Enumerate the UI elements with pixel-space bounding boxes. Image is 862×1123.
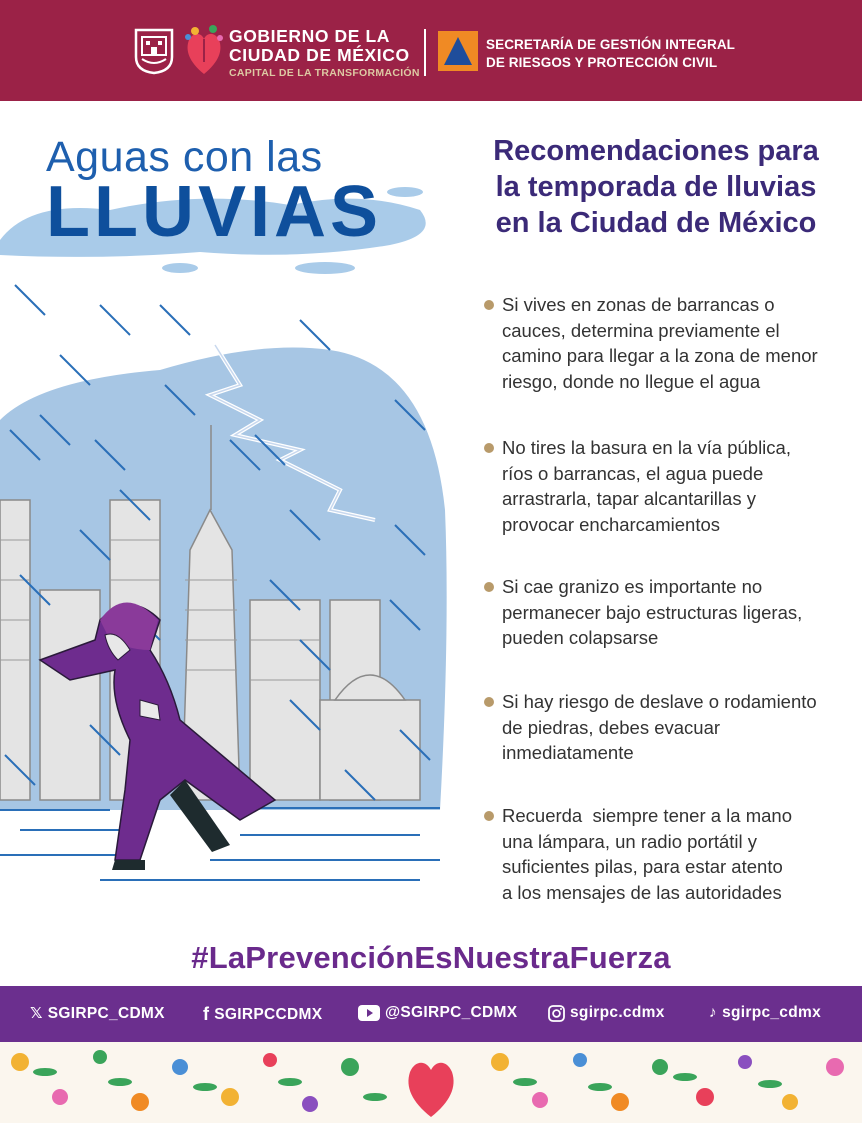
recommendation-line: Recuerda siempre tener a la mano: [502, 805, 792, 826]
gov-title-line1: GOBIERNO DE LA: [229, 26, 391, 46]
tiktok-icon: ♪: [709, 1004, 718, 1021]
recommendations-heading-line2: la temporada de lluvias: [495, 171, 817, 203]
social-tiktok-handle: sgirpc_cdmx: [722, 1004, 821, 1021]
bullet-icon: [484, 300, 494, 310]
social-x-handle: SGIRPC_CDMX: [47, 1004, 165, 1022]
social-youtube-handle: @SGIRPC_CDMX: [385, 1004, 518, 1021]
bullet-icon: [484, 697, 494, 707]
cdmx-coat-of-arms-icon: [133, 27, 175, 75]
recommendation-line: No tires la basura en la vía pública,: [502, 437, 791, 458]
secretaria-line2: DE RIESGOS Y PROTECCIÓN CIVIL: [486, 54, 718, 70]
header-bar: [0, 0, 862, 101]
recommendation-line: Si cae granizo es importante no: [502, 576, 763, 597]
social-bar: [0, 986, 862, 1042]
recommendations-heading-line1: Recomendaciones para: [493, 135, 819, 167]
recommendation-item: [482, 292, 842, 394]
recommendations-heading-line3: en la Ciudad de México: [495, 207, 817, 239]
heart-logo-icon: [183, 22, 225, 80]
secretaria-line1: SECRETARÍA DE GESTIÓN INTEGRAL: [486, 37, 736, 52]
recommendation-item: [482, 689, 842, 766]
social-instagram-handle: sgirpc.cdmx: [570, 1004, 665, 1021]
recommendation-item: [482, 435, 842, 537]
floral-pattern-footer: [0, 1042, 862, 1123]
recommendation-line: permanecer bajo estructuras ligeras,: [502, 601, 803, 623]
recommendations-heading: [470, 133, 842, 241]
social-instagram-link[interactable]: [548, 1004, 665, 1022]
youtube-icon: [358, 1005, 380, 1021]
recommendation-item: [482, 803, 842, 905]
recommendation-line: inmediatamente: [502, 742, 634, 763]
gov-title-line2: CIUDAD DE MÉXICO: [229, 45, 410, 65]
instagram-icon: [548, 1005, 565, 1022]
recommendation-line: Si hay riesgo de deslave o rodamiento: [502, 691, 817, 712]
title-line1: Aguas con las: [46, 133, 323, 181]
storm-city-illustration: [0, 180, 460, 900]
social-facebook-link[interactable]: [203, 1004, 322, 1025]
recommendation-line: riesgo, donde no llegue el agua: [502, 370, 761, 392]
social-youtube-link[interactable]: [358, 1004, 517, 1022]
recommendation-line: ríos o barrancas, el agua puede: [502, 462, 764, 484]
gov-title: [229, 27, 410, 65]
social-facebook-handle: SGIRPCCDMX: [214, 1005, 323, 1023]
x-icon: 𝕏: [30, 1005, 43, 1022]
recommendation-line: de piedras, debes evacuar: [502, 716, 721, 738]
civil-protection-icon: [438, 31, 478, 71]
recommendation-line: una lámpara, un radio portátil y: [502, 830, 758, 852]
social-x-link[interactable]: [30, 1004, 165, 1023]
secretaria-title: [486, 36, 735, 71]
hashtag: #LaPrevenciónEsNuestraFuerza: [191, 940, 671, 975]
recommendation-line: cauces, determina previamente el: [502, 319, 780, 341]
facebook-icon: f: [203, 1004, 210, 1024]
bullet-icon: [484, 443, 494, 453]
title-line2: LLUVIAS: [46, 172, 383, 252]
bullet-icon: [484, 582, 494, 592]
recommendation-line: suficientes pilas, para estar atento: [502, 856, 783, 877]
recommendation-line: a los mensajes de las autoridades: [502, 881, 782, 903]
social-tiktok-link[interactable]: [709, 1004, 821, 1022]
recommendation-line: arrastrarla, tapar alcantarillas y: [502, 488, 756, 509]
recommendation-line: pueden colapsarse: [502, 627, 659, 648]
bullet-icon: [484, 811, 494, 821]
recommendation-line: camino para llegar a la zona de menor: [502, 345, 818, 366]
recommendation-line: provocar encharcamientos: [502, 513, 720, 535]
recommendation-item: [482, 574, 842, 651]
gov-subtitle: CAPITAL DE LA TRANSFORMACIÓN: [229, 67, 420, 79]
recommendation-line: Si vives en zonas de barrancas o: [502, 294, 775, 315]
header-divider: [424, 29, 426, 76]
